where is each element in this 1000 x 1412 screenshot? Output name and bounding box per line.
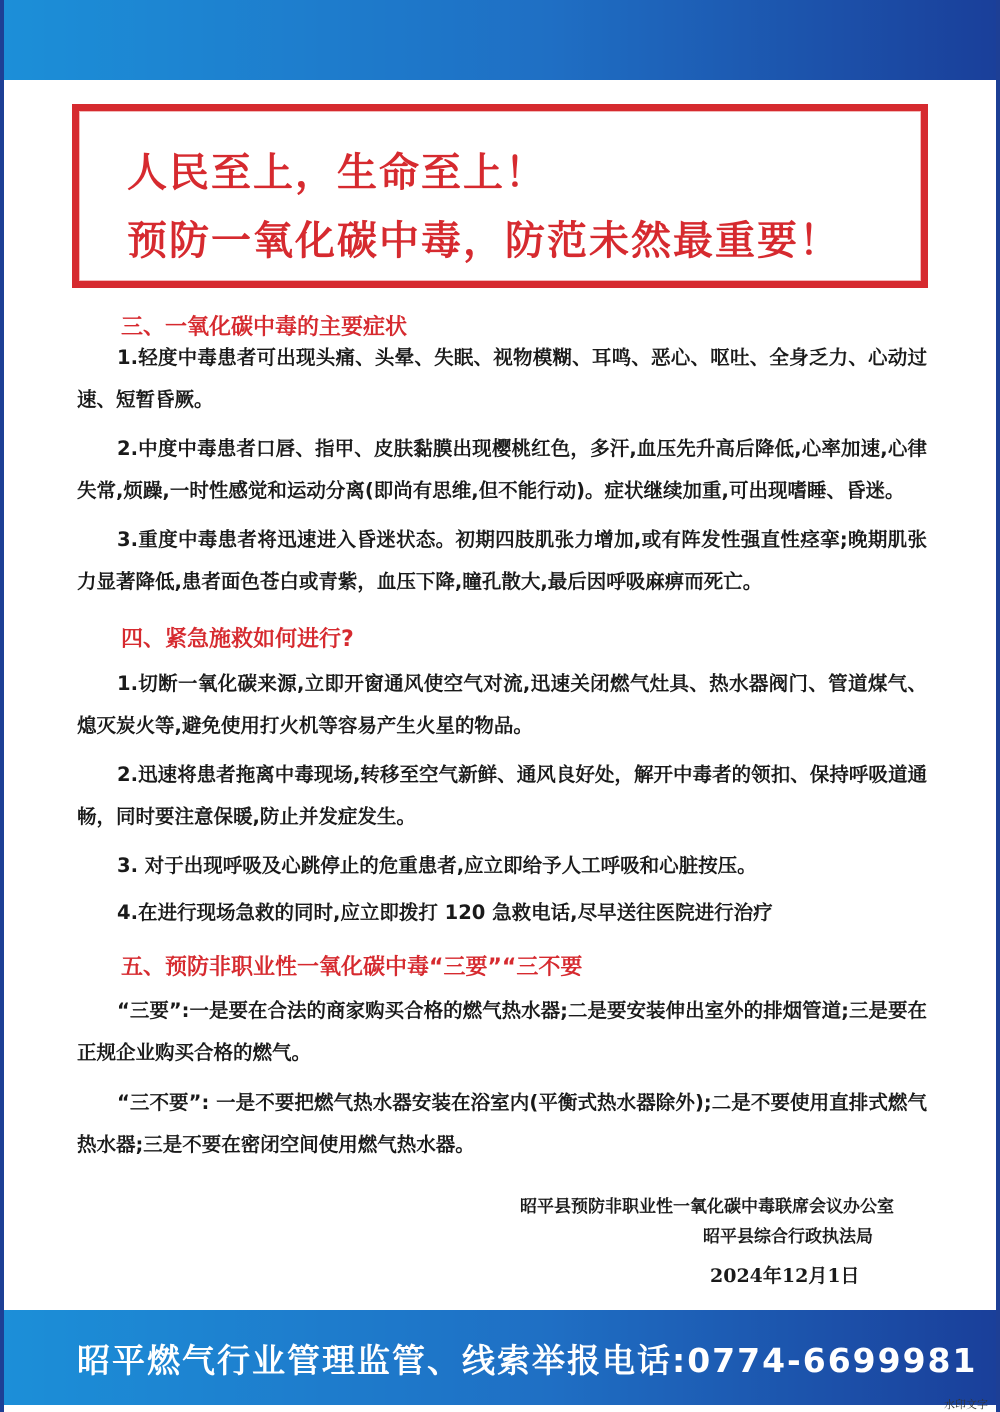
paragraph: 3. 对于出现呼吸及心跳停止的危重患者,应立即给予人工呼吸和心脏按压。 [117, 854, 757, 877]
paragraph: 3.重度中毒患者将迅速进入昏迷状态。初期四肢肌张力增加,或有阵发性强直性痉挛;晚期肌张力显著降低,患者面色苍白或青紫，血压下降,瞳孔散大,最后因呼吸麻痹而死亡。 [77, 528, 927, 593]
paragraph: 1.切断一氧化碳来源,立即开窗通风使空气对流,迅速关闭燃气灶具、热水器阀门、管道煤气、熄灭炭火等,避免使用打火机等容易产生火星的物品。 [77, 672, 927, 737]
left-border [0, 0, 4, 1412]
section-title-symptoms: 三、一氧化碳中毒的主要症状 [121, 315, 408, 340]
signature-office: 昭平县预防非职业性一氧化碳中毒联席会议办公室 [520, 1197, 894, 1217]
signature-bureau: 昭平县综合行政执法局 [703, 1227, 873, 1247]
report-hotline: 昭平燃气行业管理监管、线索举报电话:0774-6699981 [77, 1341, 978, 1380]
slogan-box [72, 104, 928, 288]
watermark-text: 水印文字 [944, 1398, 988, 1411]
paragraph: “三不要”: 一是不要把燃气热水器安装在浴室内(平衡式热水器除外);二是不要使用直排式燃气热水器;三是不要在密闭空间使用燃气热水器。 [77, 1091, 927, 1156]
section-title-first-aid: 四、紧急施救如何进行? [121, 627, 354, 652]
slogan-line-1: 人民至上，生命至上！ [127, 150, 547, 196]
top-color-band [4, 0, 996, 80]
paragraph: 2.迅速将患者拖离中毒现场,转移至空气新鲜、通风良好处，解开中毒者的领扣、保持呼吸道通畅，同时要注意保暖,防止并发症发生。 [77, 763, 927, 828]
paragraph: 1.轻度中毒患者可出现头痛、头晕、失眠、视物模糊、耳鸣、恶心、呕吐、全身乏力、心动过速、短暂昏厥。 [77, 346, 927, 411]
signature-date: 2024年12月1日 [710, 1265, 860, 1287]
section-title-prevention: 五、预防非职业性一氧化碳中毒“三要”“三不要 [121, 955, 583, 980]
slogan-line-2: 预防一氧化碳中毒，防范未然最重要！ [127, 218, 841, 264]
paragraph: “三要”:一是要在合法的商家购买合格的燃气热水器;二是要安装伸出室外的排烟管道;三是要在正规企业购买合格的燃气。 [77, 999, 927, 1064]
paragraph: 4.在进行现场急救的同时,应立即拨打 120 急救电话,尽早送往医院进行治疗 [117, 901, 773, 924]
paragraph: 2.中度中毒患者口唇、指甲、皮肤黏膜出现樱桃红色，多汗,血压先升高后降低,心率加速,心律失常,烦躁,一时性感觉和运动分离(即尚有思维,但不能行动)。症状继续加重,可出现嗜睡、昏迷。 [77, 437, 927, 502]
right-border [996, 0, 1000, 1412]
